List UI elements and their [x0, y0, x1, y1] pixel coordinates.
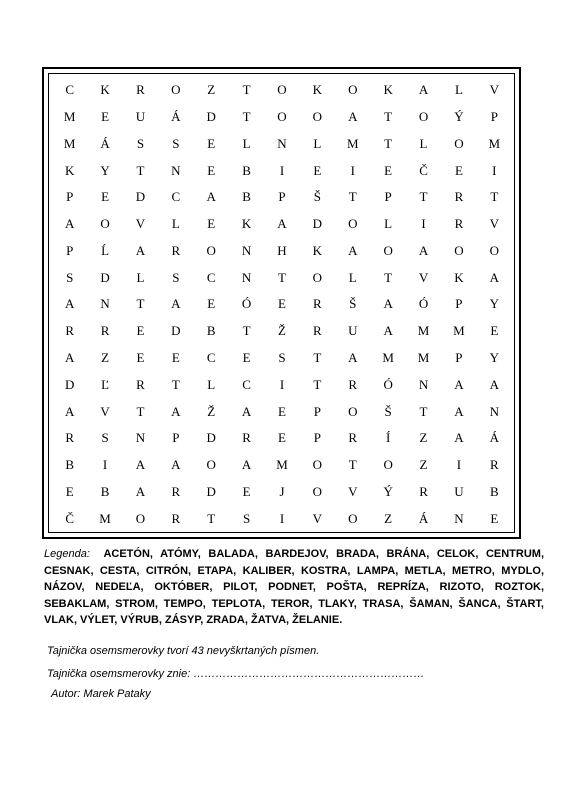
grid-cell: N: [418, 376, 429, 392]
grid-cell: D: [312, 216, 323, 232]
grid-cell: P: [172, 430, 180, 446]
grid-cell: T: [313, 350, 322, 366]
grid-cell: Č: [65, 510, 75, 526]
grid-cell: A: [241, 457, 252, 473]
grid-cell: P: [384, 189, 392, 205]
grid-cell: O: [383, 457, 393, 473]
grid-cell: D: [64, 376, 75, 392]
grid-cell: I: [350, 162, 355, 178]
grid-cell: A: [454, 430, 464, 446]
grid-cell: O: [312, 109, 323, 125]
grid-cell: T: [490, 189, 499, 205]
grid-cell: E: [490, 510, 499, 526]
grid-cell: R: [136, 82, 145, 98]
grid-cell: H: [277, 242, 287, 258]
grid-cell: Z: [101, 350, 110, 366]
grid-cell: A: [454, 376, 464, 392]
grid-cell: T: [242, 109, 251, 125]
grid-cell: T: [136, 403, 145, 419]
grid-cell: R: [65, 323, 75, 339]
grid-cell: P: [278, 189, 286, 205]
legend-word-list: ACETÓN, ATÓMY, BALADA, BARDEJOV, BRADA, BRÁNA, CELOK, CENTRUM, CESNAK, CESTA, CITRÓN, ETAPA, KALIBER, KOSTRA, LAMPA, METLA, METRO, MYDLO, NÁZOV, NEDEĽA, OKTÓBER, PILOT, PODNET, POŠTA, REPRÍZA, RIZOTO, ROZTOK, SEBAKLAM, STROM, TEMPO, TEPLOTA, TEROR, TLAKY, TRASA, ŠAMAN, ŠANCA, ŠTART, VLAK, VÝLET, VÝRUB, ZÁSYP, ZRADA, ŽATVA, ŽELANIE.: [44, 548, 544, 627]
grid-cell: M: [99, 510, 111, 526]
grid-cell: A: [489, 269, 499, 285]
grid-cell: T: [136, 162, 145, 178]
grid-cell: L: [384, 216, 393, 232]
grid-cell: Á: [418, 510, 429, 526]
grid-cell: R: [171, 483, 181, 499]
grid-cell: C: [206, 350, 216, 366]
grid-cell: A: [135, 483, 146, 499]
grid-cell: A: [348, 242, 358, 258]
grid-cell: I: [492, 162, 497, 178]
grid-cell: T: [384, 269, 393, 285]
grid-cell: L: [136, 269, 145, 285]
grid-cell: N: [171, 162, 181, 178]
grid-cell: K: [383, 82, 393, 98]
grid-cell: R: [454, 216, 464, 232]
grid-cell: E: [454, 162, 463, 178]
grid-cell: T: [419, 403, 428, 419]
grid-cell: E: [207, 135, 216, 151]
grid-cell: A: [135, 242, 146, 258]
legend-label: Legenda:: [44, 548, 90, 560]
grid-cell: K: [454, 269, 464, 285]
grid-cell: M: [417, 350, 430, 366]
grid-cell: Á: [489, 430, 499, 446]
grid-cell: O: [418, 109, 429, 125]
grid-cell: M: [63, 109, 76, 125]
grid-cell: E: [171, 350, 180, 366]
grid-cell: E: [278, 430, 286, 446]
grid-cell: O: [206, 242, 216, 258]
grid-cell: A: [348, 109, 358, 125]
grid-cell: V: [489, 82, 499, 98]
grid-cell: R: [489, 457, 499, 473]
grid-cell: S: [66, 269, 74, 285]
grid-cell: D: [206, 109, 216, 125]
grid-cell: R: [313, 323, 322, 339]
grid-cell: R: [313, 296, 322, 312]
grid-cell: Z: [419, 430, 428, 446]
grid-cell: P: [313, 403, 321, 419]
grid-cell: Ĺ: [101, 242, 110, 258]
grid-cell: R: [242, 430, 251, 446]
grid-cell: O: [383, 242, 393, 258]
letter-grid: [52, 77, 512, 532]
grid-cell: I: [279, 510, 285, 526]
grid-cell: V: [135, 216, 146, 232]
grid-cell: N: [241, 242, 252, 258]
grid-cell: I: [421, 216, 426, 232]
grid-cell: V: [100, 403, 110, 419]
grid-cell: Z: [207, 82, 216, 98]
grid-cell: E: [313, 162, 322, 178]
grid-cell: Ý: [383, 483, 393, 499]
grid-cell: Ó: [383, 376, 393, 392]
grid-cell: O: [277, 82, 287, 98]
grid-cell: E: [65, 483, 74, 499]
grid-cell: E: [278, 403, 286, 419]
grid-cell: B: [100, 483, 110, 499]
grid-cell: Š: [313, 189, 321, 205]
grid-cell: P: [66, 242, 74, 258]
grid-cell: L: [171, 216, 180, 232]
grid-cell: A: [348, 350, 358, 366]
grid-cell: K: [100, 82, 110, 98]
grid-cell: V: [489, 216, 499, 232]
grid-cell: T: [348, 457, 357, 473]
grid-cell: U: [454, 483, 464, 499]
grid-cell: T: [207, 510, 216, 526]
puzzle-frame: [42, 67, 521, 539]
grid-cell: O: [454, 135, 464, 151]
grid-cell: N: [241, 269, 252, 285]
grid-cell: Ý: [454, 109, 464, 125]
grid-cell: L: [348, 269, 357, 285]
grid-cell: T: [171, 376, 180, 392]
grid-cell: A: [418, 82, 429, 98]
grid-cell: S: [278, 350, 286, 366]
grid-cell: T: [348, 189, 357, 205]
grid-cell: A: [489, 376, 499, 392]
grid-cell: T: [242, 82, 251, 98]
grid-cell: S: [172, 135, 180, 151]
grid-cell: A: [171, 403, 181, 419]
grid-cell: I: [102, 457, 108, 473]
grid-cell: S: [172, 269, 180, 285]
grid-cell: K: [312, 242, 323, 258]
grid-cell: N: [100, 296, 110, 312]
legend: [44, 546, 544, 629]
grid-cell: O: [348, 510, 358, 526]
grid-cell: A: [135, 457, 146, 473]
grid-cell: V: [418, 269, 429, 285]
grid-cell: A: [454, 403, 464, 419]
grid-cell: R: [171, 242, 181, 258]
grid-cell: R: [419, 483, 428, 499]
grid-cell: O: [348, 82, 358, 98]
grid-cell: O: [348, 216, 358, 232]
grid-cell: O: [135, 510, 146, 526]
grid-cell: M: [417, 323, 430, 339]
grid-cell: A: [206, 189, 216, 205]
grid-cell: A: [383, 323, 393, 339]
grid-cell: Á: [100, 135, 110, 151]
grid-cell: A: [64, 296, 75, 312]
grid-cell: O: [312, 457, 323, 473]
grid-cell: P: [66, 189, 74, 205]
grid-cell: O: [171, 82, 181, 98]
grid-cell: R: [100, 323, 110, 339]
grid-cell: M: [63, 135, 76, 151]
grid-cell: Č: [419, 162, 428, 178]
grid-cell: R: [65, 430, 75, 446]
grid-cell: L: [454, 82, 463, 98]
grid-cell: R: [454, 189, 464, 205]
grid-cell: D: [206, 483, 216, 499]
grid-cell: M: [382, 350, 394, 366]
grid-cell: E: [207, 216, 216, 232]
grid-cell: R: [348, 430, 358, 446]
grid-cell: T: [384, 109, 393, 125]
grid-cell: B: [206, 323, 216, 339]
grid-cell: Ó: [241, 296, 252, 312]
grid-cell: O: [277, 109, 287, 125]
grid-cell: A: [171, 296, 181, 312]
grid-cell: R: [348, 376, 358, 392]
grid-cell: A: [418, 242, 429, 258]
grid-cell: C: [65, 82, 75, 98]
grid-cell: M: [488, 135, 501, 151]
grid-cell: I: [279, 376, 285, 392]
grid-cell: C: [242, 376, 251, 392]
grid-cell: Ľ: [101, 376, 110, 392]
grid-cell: N: [454, 510, 464, 526]
grid-cell: O: [454, 242, 464, 258]
grid-cell: Š: [349, 296, 357, 312]
grid-cell: R: [171, 510, 181, 526]
grid-cell: O: [206, 457, 216, 473]
grid-cell: S: [101, 430, 109, 446]
grid-cell: T: [136, 296, 145, 312]
grid-cell: L: [419, 135, 428, 151]
grid-cell: E: [136, 350, 145, 366]
grid-cell: Y: [489, 296, 499, 312]
grid-cell: S: [136, 135, 145, 151]
grid-cell: O: [348, 403, 358, 419]
grid-cell: B: [242, 189, 251, 205]
grid-cell: A: [64, 216, 75, 232]
grid-cell: T: [419, 189, 428, 205]
grid-cell: K: [312, 82, 323, 98]
grid-cell: Y: [100, 162, 110, 178]
grid-cell: K: [241, 216, 252, 232]
grid-cell: C: [206, 269, 216, 285]
grid-cell: T: [313, 376, 322, 392]
grid-cell: A: [241, 403, 252, 419]
legend-text: [44, 546, 544, 629]
grid-cell: V: [348, 483, 358, 499]
grid-cell: R: [136, 376, 145, 392]
grid-cell: B: [489, 483, 499, 499]
grid-cell: E: [207, 162, 216, 178]
grid-cell: Y: [489, 350, 499, 366]
grid-cell: Z: [384, 510, 393, 526]
grid-cell: A: [277, 216, 287, 232]
grid-cell: T: [278, 269, 286, 285]
grid-cell: A: [64, 350, 75, 366]
grid-cell: O: [489, 242, 499, 258]
grid-cell: E: [101, 109, 110, 125]
grid-cell: E: [384, 162, 393, 178]
grid-cell: M: [276, 457, 288, 473]
grid-cell: E: [207, 296, 216, 312]
grid-cell: E: [136, 323, 145, 339]
grid-cell: E: [278, 296, 286, 312]
grid-cell: C: [171, 189, 181, 205]
grid-cell: P: [455, 350, 463, 366]
grid-cell: P: [455, 296, 463, 312]
grid-cell: Ž: [207, 403, 216, 419]
grid-cell: L: [313, 135, 322, 151]
grid-cell: E: [242, 350, 251, 366]
grid-cell: Š: [384, 403, 392, 419]
grid-cell: Ó: [418, 296, 429, 312]
hidden-letters-count-note: Tajnička osemsmerovky tvorí 43 nevyškrtaných písmen.: [47, 645, 320, 657]
grid-cell: I: [279, 162, 285, 178]
grid-cell: T: [384, 135, 393, 151]
grid-cell: J: [279, 483, 285, 499]
grid-cell: A: [171, 457, 181, 473]
grid-cell: O: [312, 269, 323, 285]
grid-cell: L: [242, 135, 251, 151]
grid-cell: V: [312, 510, 323, 526]
grid-cell: D: [171, 323, 181, 339]
grid-cell: M: [453, 323, 465, 339]
grid-cell: U: [135, 109, 146, 125]
grid-cell: B: [242, 162, 251, 178]
grid-cell: M: [346, 135, 359, 151]
grid-cell: A: [64, 403, 75, 419]
grid-cell: Ž: [278, 323, 286, 339]
grid-cell: D: [206, 430, 216, 446]
grid-cell: O: [312, 483, 323, 499]
grid-cell: S: [242, 510, 251, 526]
grid-cell: A: [383, 296, 393, 312]
grid-cell: P: [490, 109, 498, 125]
grid-cell: Í: [385, 430, 391, 446]
grid-cell: D: [100, 269, 110, 285]
grid-cell: U: [348, 323, 358, 339]
author-line: Autor: Marek Pataky: [51, 688, 151, 700]
grid-cell: D: [135, 189, 146, 205]
grid-cell: O: [100, 216, 110, 232]
grid-cell: N: [277, 135, 287, 151]
grid-cell: E: [490, 323, 499, 339]
grid-cell: K: [64, 162, 75, 178]
grid-cell: N: [135, 430, 146, 446]
grid-cell: N: [489, 403, 499, 419]
grid-cell: Z: [419, 457, 428, 473]
grid-cell: I: [456, 457, 462, 473]
answer-line: Tajnička osemsmerovky znie: ………………………………………………………: [47, 668, 425, 680]
grid-cell: T: [242, 323, 251, 339]
grid-cell: P: [313, 430, 321, 446]
grid-cell: Á: [171, 109, 181, 125]
grid-cell: B: [65, 457, 75, 473]
grid-cell: E: [101, 189, 110, 205]
grid-cell: L: [207, 376, 216, 392]
grid-cell: E: [242, 483, 251, 499]
